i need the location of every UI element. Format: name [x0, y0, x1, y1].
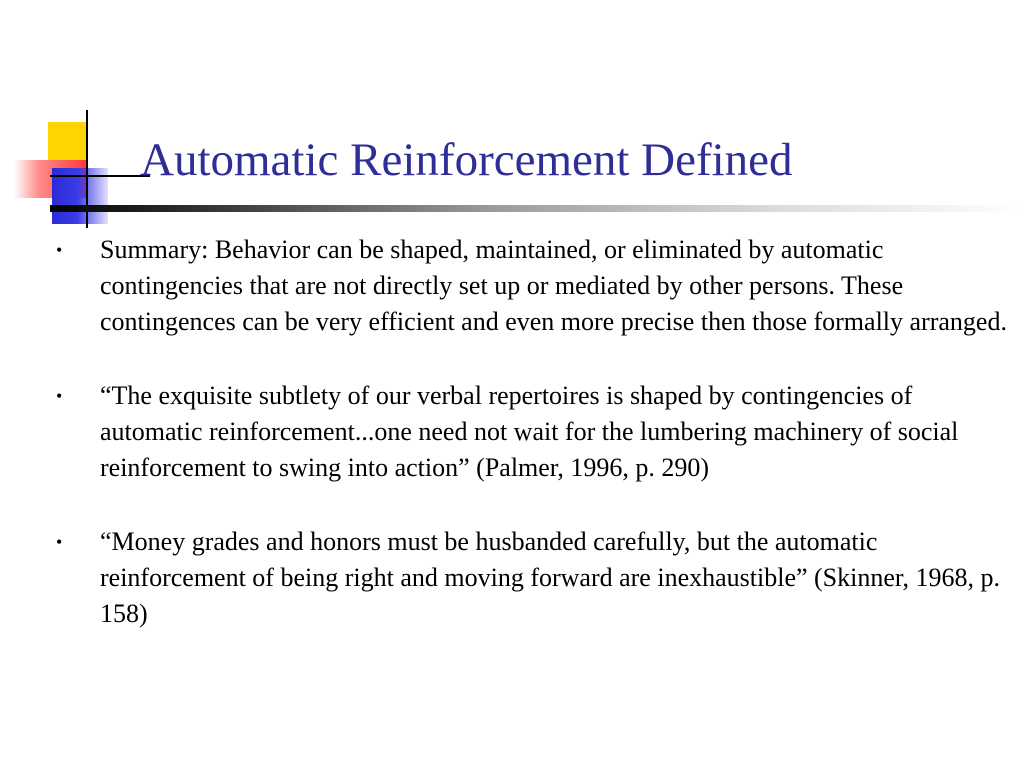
bullet-item-palmer-quote	[56, 378, 1016, 486]
decorative-logo	[0, 0, 160, 240]
bullet-list	[56, 232, 1016, 632]
bullet-text: “The exquisite subtlety of our verbal repertoires is shaped by contingencies of automatic reinforcement...one need not wait for the lumbering machinery of social reinforcement to swing into action” (Palmer, 1996, p. 290)	[100, 381, 959, 482]
bullet-item-summary	[56, 232, 1016, 340]
bullet-text: Summary: Behavior can be shaped, maintained, or eliminated by automatic contingencies that are not directly set up or mediated by other persons. These contingences can be very efficient and even more precise then those formally arranged.	[100, 235, 1007, 336]
bullet-text: “Money grades and honors must be husbanded carefully, but the automatic reinforcement of being right and moving forward are inexhaustible” (Skinner, 1968, p. 158)	[100, 527, 1001, 628]
slide-title: Automatic Reinforcement Defined	[140, 134, 793, 186]
bullet-icon: •	[56, 532, 63, 552]
bullet-icon: •	[56, 386, 63, 406]
title-underline-rule	[50, 205, 1024, 212]
bullet-item-skinner-quote	[56, 524, 1016, 632]
bullet-icon: •	[56, 240, 63, 260]
horizontal-line	[50, 175, 150, 177]
